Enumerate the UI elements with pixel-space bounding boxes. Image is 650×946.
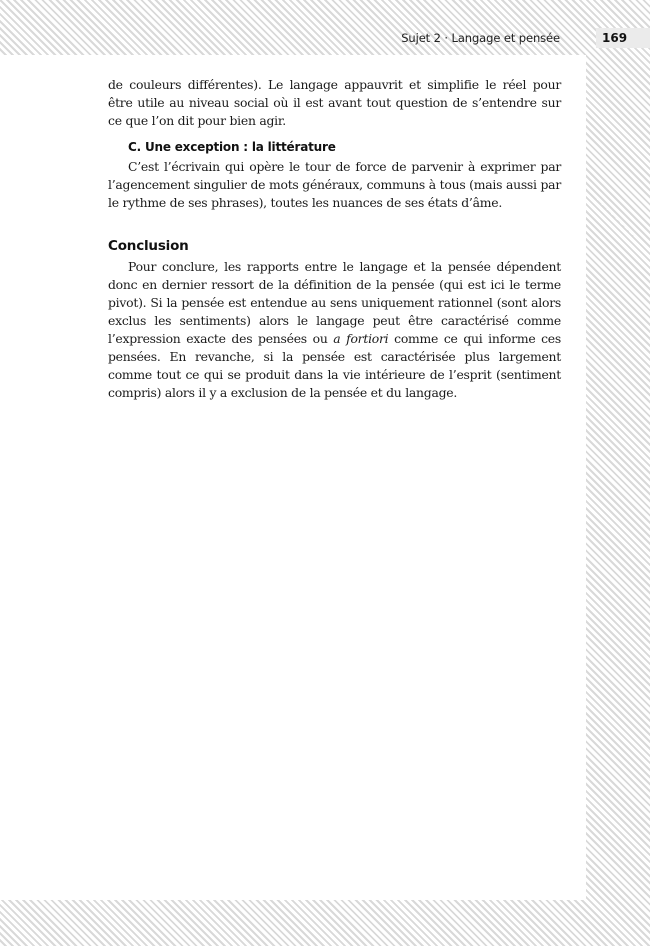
- subsection-heading: C. Une exception : la littérature: [128, 140, 336, 155]
- conclusion-text-part2: comme ce qui informe ces pensées. En revanche, si la pensée est caractérisée plus largement comme tout ce qui se produit dans la vie intérieure de l’esprit (sentiment compris) alors il y a exclusion de la pensée et du langage.: [108, 330, 562, 401]
- conclusion-paragraph: [108, 258, 561, 403]
- page: [0, 55, 586, 900]
- conclusion-text-part1: Pour conclure, les rapports entre le langage et la pensée dépendent donc en dernier ressort de la définition de la pensée (qui est ici le terme pivot). Si la pensée est entendue au sens uniquement rationnel (sont alors exclus les sentiments) alors le langage peut être caractérisé comme l’expression exacte des pensées ou: [108, 258, 561, 346]
- running-head: Sujet 2 · Langage et pensée: [401, 31, 560, 45]
- page-content: [108, 76, 561, 402]
- page-number-box: [596, 28, 650, 48]
- page-number: 169: [602, 31, 628, 45]
- subsection-paragraph: C’est l’écrivain qui opère le tour de force de parvenir à exprimer par l’agencement singulier de mots généraux, communs à tous (mais aussi par le rythme de ses phrases), toutes les nuances de ses états d’âme.: [108, 159, 561, 211]
- conclusion-heading: Conclusion: [108, 237, 189, 254]
- paragraph-continued: de couleurs différentes). Le langage appauvrit et simplifie le réel pour être utile au niveau social où il est avant tout question de s’entendre sur ce que l’on dit pour bien agir.: [108, 77, 561, 129]
- conclusion-italic-phrase: a fortiori: [333, 330, 389, 346]
